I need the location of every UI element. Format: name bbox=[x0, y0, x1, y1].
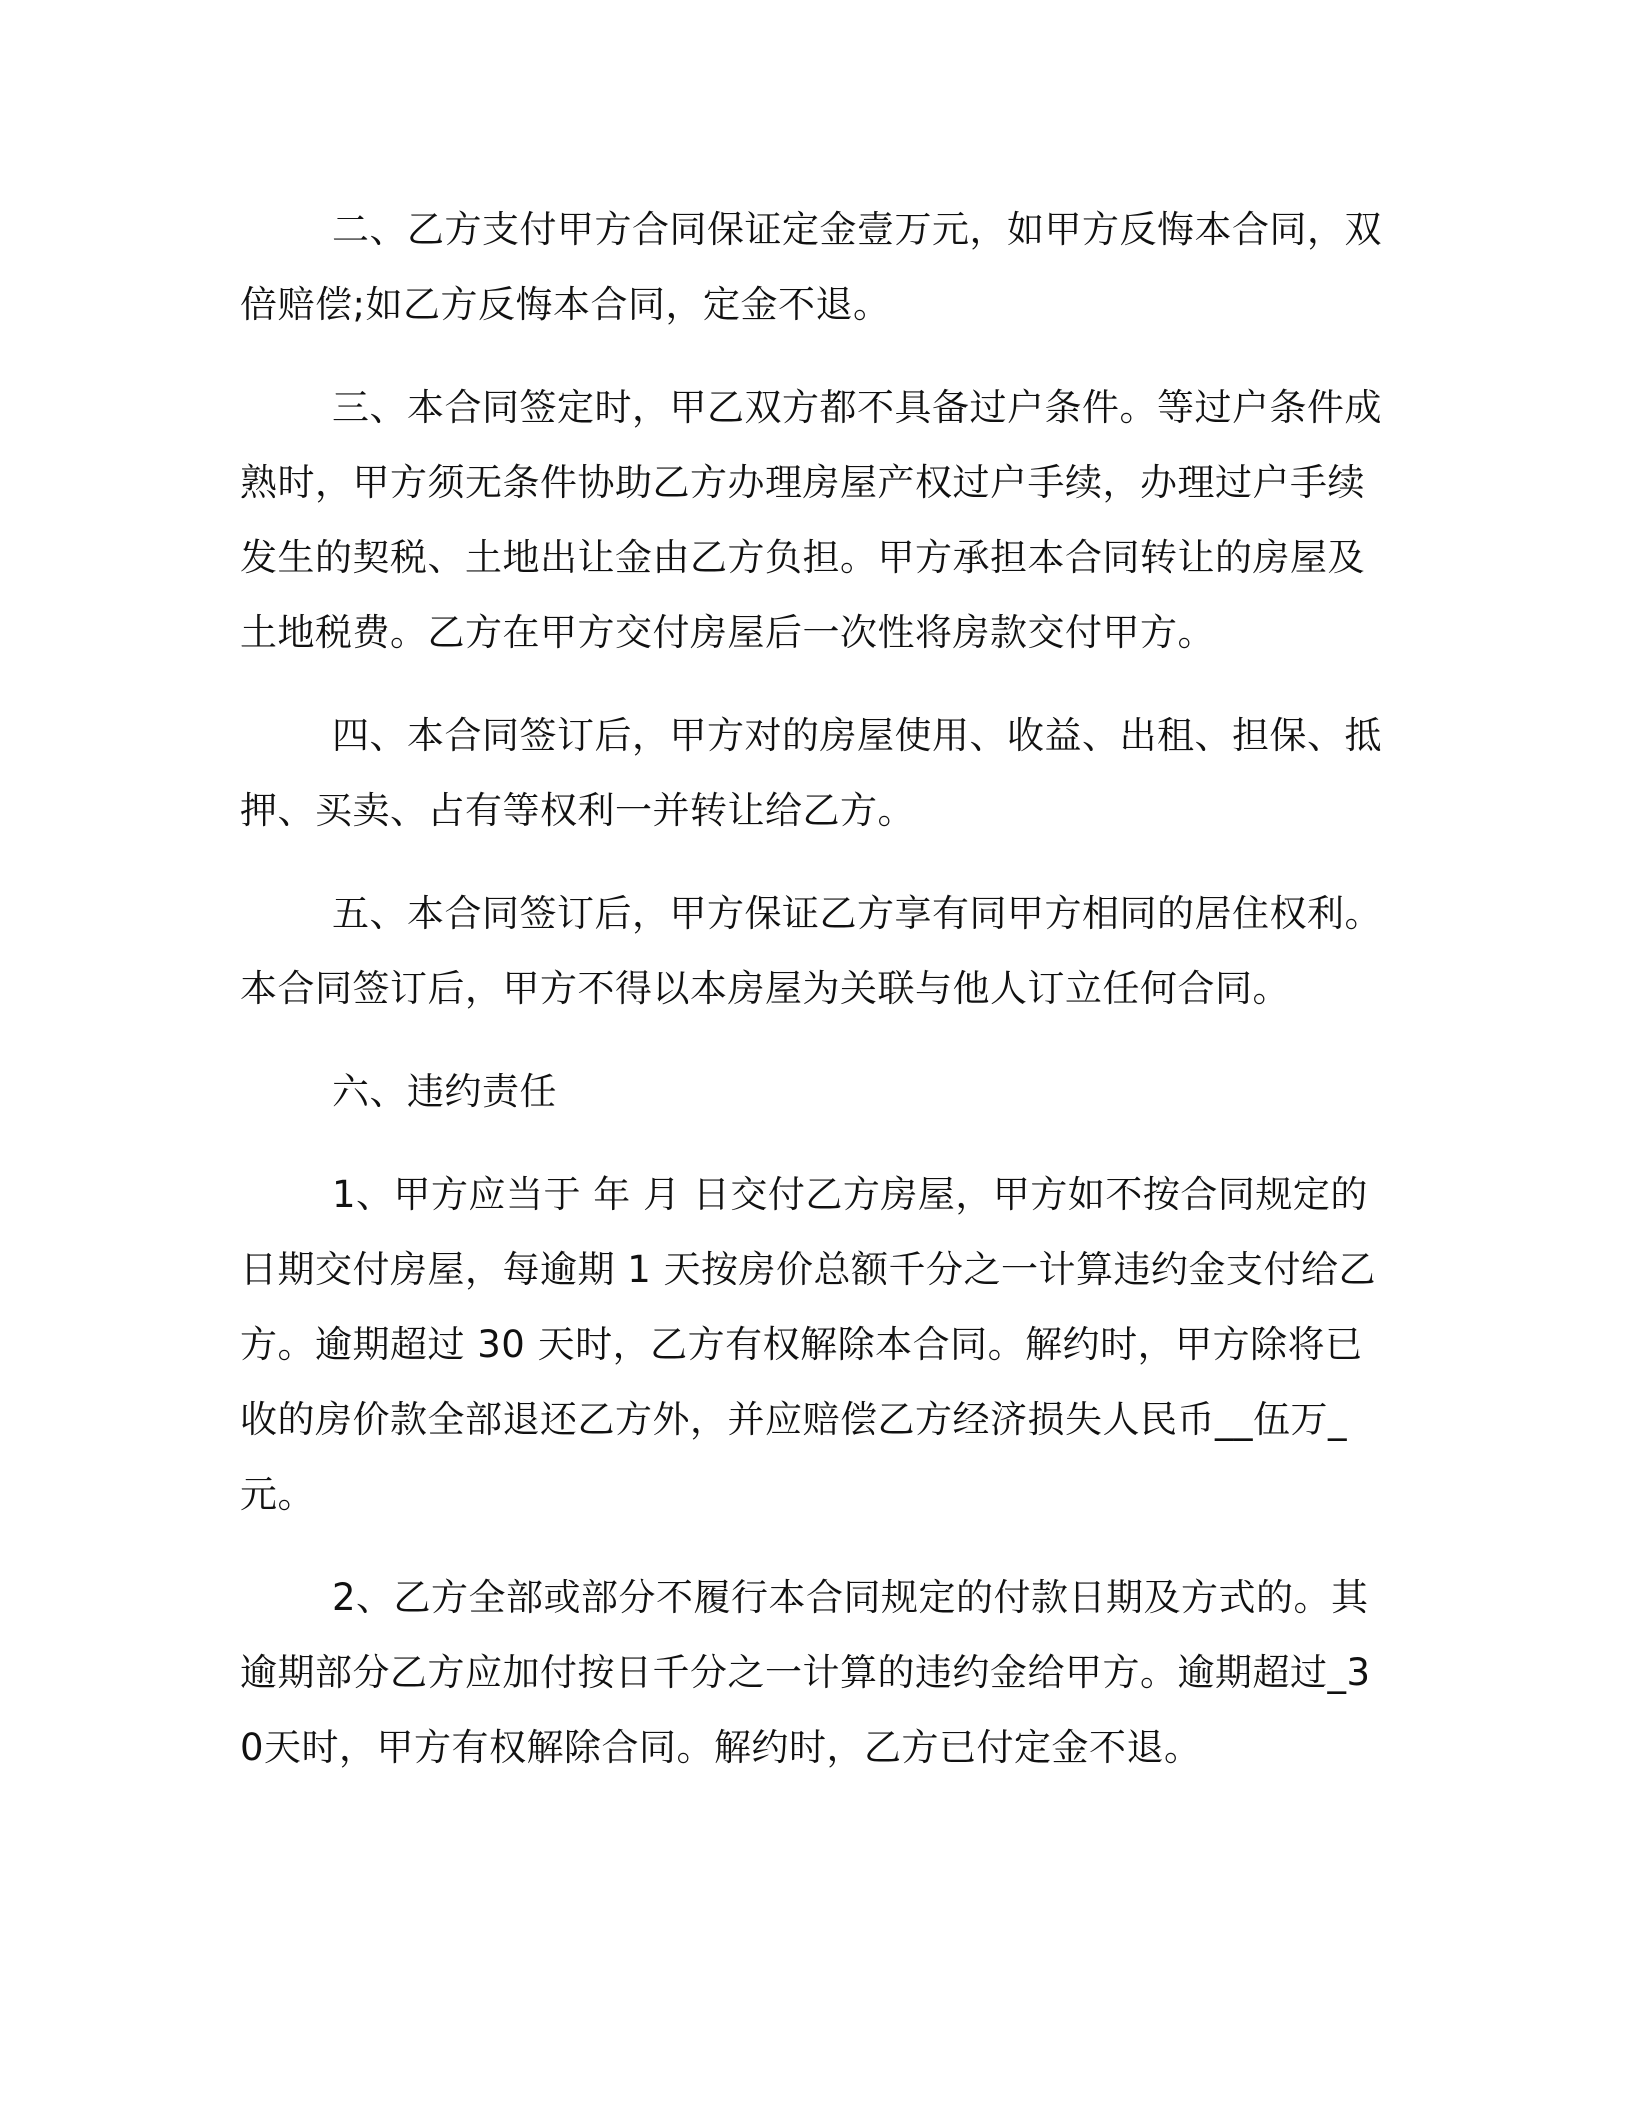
clause-5-residence-rights: 五、本合同签订后，甲方保证乙方享有同甲方相同的居住权利。本合同签订后，甲方不得以本房屋为关联与他人订立任何合同。 bbox=[240, 892, 1382, 1010]
clause-3-transfer-conditions: 三、本合同签定时，甲乙双方都不具备过户条件。等过户条件成熟时，甲方须无条件协助乙方办理房屋产权过户手续，办理过户手续发生的契税、土地出让金由乙方负担。甲方承担本合同转让的房屋及土地税费。乙方在甲方交付房屋后一次性将房款交付甲方。 bbox=[240, 386, 1382, 654]
clause-6-heading: 六、违约责任 bbox=[332, 1070, 557, 1113]
document-body bbox=[240, 192, 1390, 1813]
clause-4-rights-transfer: 四、本合同签订后，甲方对的房屋使用、收益、出租、担保、抵押、买卖、占有等权利一并转让给乙方。 bbox=[240, 714, 1382, 832]
clause-6-1-party-a-breach: 1、甲方应当于 年 月 日交付乙方房屋，甲方如不按合同规定的日期交付房屋，每逾期 1 天按房价总额千分之一计算违约金支付给乙方。逾期超过 30 天时，乙方有权解除本合同。解约时，甲方除将已收的房价款全部退还乙方外，并应赔偿乙方经济损失人民币__伍万_元。 bbox=[240, 1173, 1377, 1516]
clause-2-deposit: 二、乙方支付甲方合同保证定金壹万元，如甲方反悔本合同，双倍赔偿;如乙方反悔本合同，定金不退。 bbox=[240, 208, 1382, 326]
clause-6-2-party-b-breach: 2、乙方全部或部分不履行本合同规定的付款日期及方式的。其逾期部分乙方应加付按日千分之一计算的违约金给甲方。逾期超过_30天时，甲方有权解除合同。解约时，乙方已付定金不退。 bbox=[240, 1576, 1371, 1769]
